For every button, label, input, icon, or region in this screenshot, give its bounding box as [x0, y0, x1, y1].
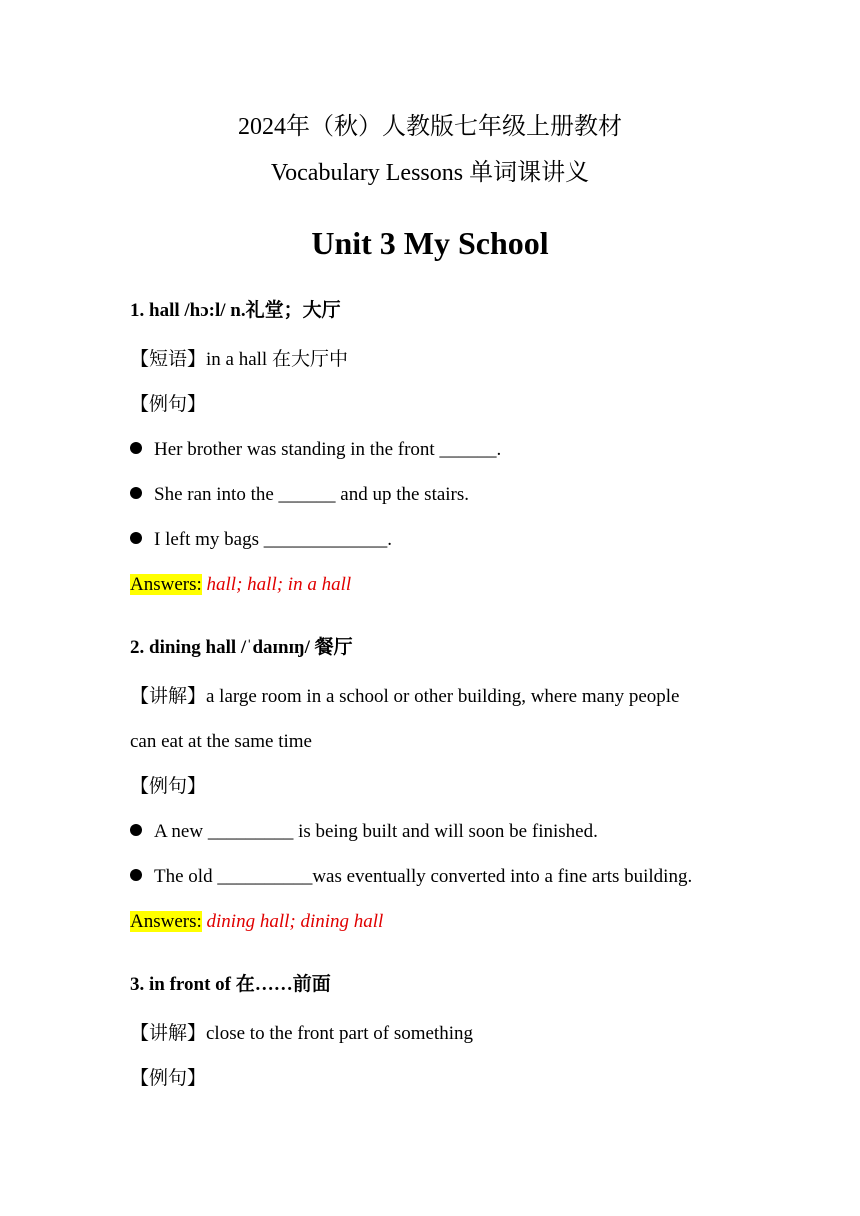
- examples-label: 【例句】: [130, 776, 207, 797]
- example-sentence: [130, 863, 692, 891]
- examples-label: 【例句】: [130, 394, 207, 415]
- example-sentence: [130, 818, 598, 846]
- document-title-line2: Vocabulary Lessons 单词课讲义: [270, 160, 590, 186]
- entry-heading-in-front-of: 3. in front of 在……前面: [130, 974, 331, 995]
- bullet-icon: [130, 442, 142, 454]
- entry-heading-hall: 1. hall /hɔ:l/ n.礼堂；大厅: [130, 300, 341, 321]
- example-sentence: [130, 436, 501, 464]
- example-text: A new _________ is being built and will soon be finished.: [154, 821, 598, 842]
- bullet-icon: [130, 869, 142, 881]
- explain-line-continued: can eat at the same time: [130, 731, 312, 752]
- example-text: Her brother was standing in the front ______.: [154, 439, 502, 460]
- example-text: She ran into the ______ and up the stairs.: [154, 484, 470, 505]
- unit-title: Unit 3 My School: [311, 225, 549, 261]
- answers-text: hall; hall; in a hall: [201, 574, 352, 595]
- phrase-line: 【短语】in a hall 在大厅中: [130, 349, 348, 370]
- document-title-line1: 2024年（秋）人教版七年级上册教材: [238, 114, 622, 140]
- example-text: I left my bags _____________.: [154, 529, 393, 550]
- explain-line: 【讲解】a large room in a school or other building, where many people: [130, 686, 680, 707]
- answers-label: Answers:: [130, 574, 202, 595]
- example-sentence: [130, 481, 469, 509]
- answers-line: [130, 571, 351, 599]
- example-text: The old __________was eventually converted into a fine arts building.: [154, 866, 693, 887]
- answers-line: [130, 908, 383, 936]
- answers-text: dining hall; dining hall: [201, 911, 384, 932]
- bullet-icon: [130, 824, 142, 836]
- entry-heading-dining-hall: 2. dining hall /ˈdaɪnɪŋ/ 餐厅: [130, 637, 353, 658]
- examples-label: 【例句】: [130, 1068, 207, 1089]
- bullet-icon: [130, 487, 142, 499]
- answers-label: Answers:: [130, 911, 202, 932]
- example-sentence: [130, 526, 392, 554]
- bullet-icon: [130, 532, 142, 544]
- explain-line: 【讲解】close to the front part of something: [130, 1023, 473, 1044]
